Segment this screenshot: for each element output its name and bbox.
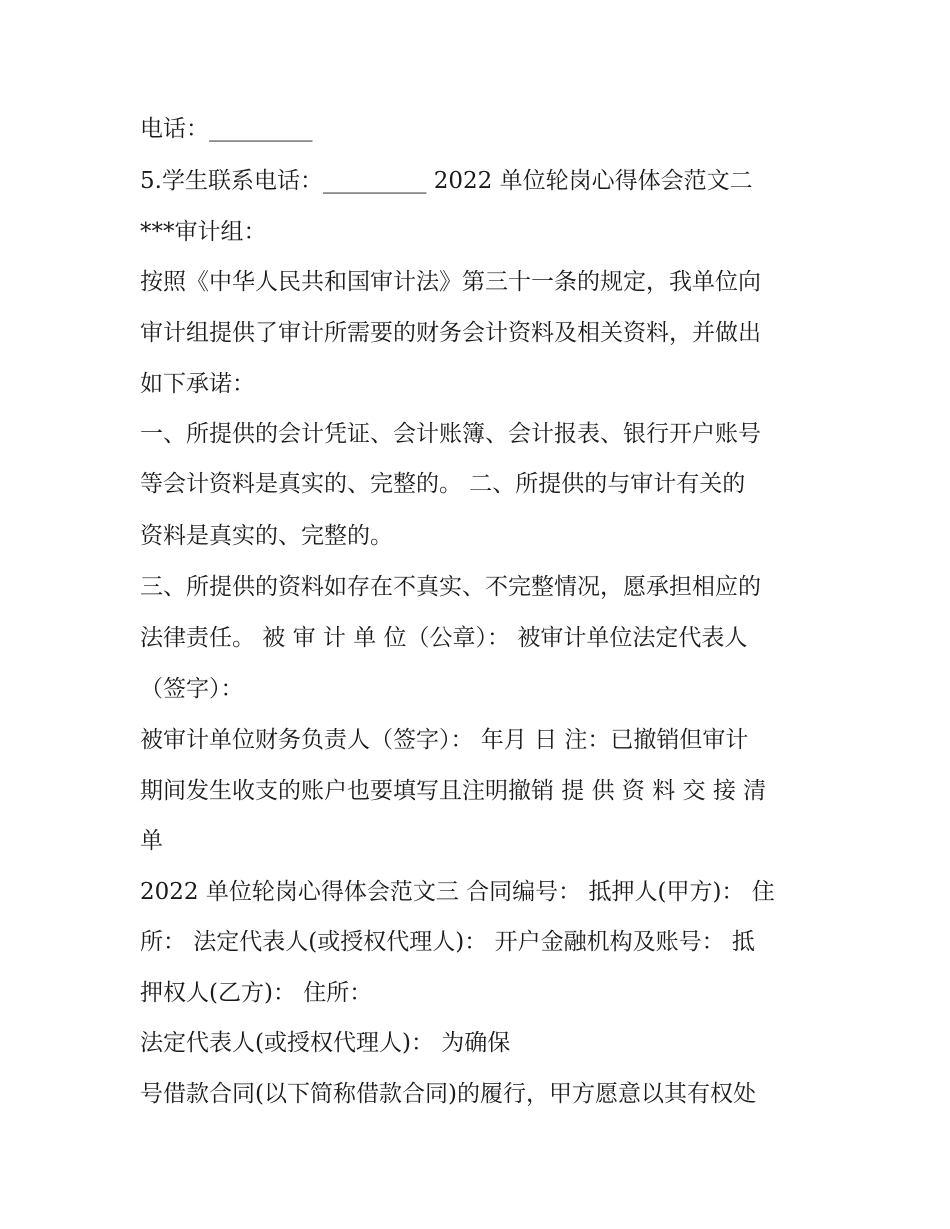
text-line: 法律责任。 被 审 计 单 位（公章）： 被审计单位法定代表人 — [140, 625, 748, 651]
text-line: 等会计资料是真实的、完整的。 二、所提供的与审计有关的 — [140, 471, 746, 497]
text-line: 法定代表人(或授权代理人)： 为确保 — [140, 1030, 511, 1056]
text-line: 押权人(乙方)： 住所： — [140, 980, 373, 1006]
text-line: 号借款合同(以下简称借款合同)的履行，甲方愿意以其有权处 — [140, 1081, 756, 1107]
text-line: （签字）： — [140, 676, 244, 702]
text-line: 被审计单位财务负责人（签字）： 年月 日 注：已撤销但审计 — [140, 727, 749, 753]
text-line: 电话：_________ — [140, 116, 313, 142]
text-line: 如下承诺： — [140, 371, 255, 397]
text-line: 一、所提供的会计凭证、会计账簿、会计报表、银行开户账号 — [140, 421, 761, 447]
text-line: 2022 单位轮岗心得体会范文三 合同编号： 抵押人(甲方)： 住 — [140, 879, 775, 905]
text-line: 5.学生联系电话：_________ 2022 单位轮岗心得体会范文二 — [140, 168, 753, 194]
text-line: 按照《中华人民共和国审计法》第三十一条的规定，我单位向 — [140, 269, 761, 295]
text-line: 三、所提供的资料如存在不真实、不完整情况，愿承担相应的 — [140, 574, 761, 600]
text-line: ***审计组： — [140, 219, 267, 245]
text-line: 所： 法定代表人(或授权代理人)： 开户金融机构及账号： 抵 — [140, 929, 755, 955]
text-line: 期间发生收支的账户也要填写且注明撤销 提 供 资 料 交 接 清 — [140, 778, 767, 804]
text-line: 审计组提供了审计所需要的财务会计资料及相关资料，并做出 — [140, 320, 761, 346]
text-line: 资料是真实的、完整的。 — [140, 523, 393, 549]
text-line: 单 — [140, 828, 163, 854]
